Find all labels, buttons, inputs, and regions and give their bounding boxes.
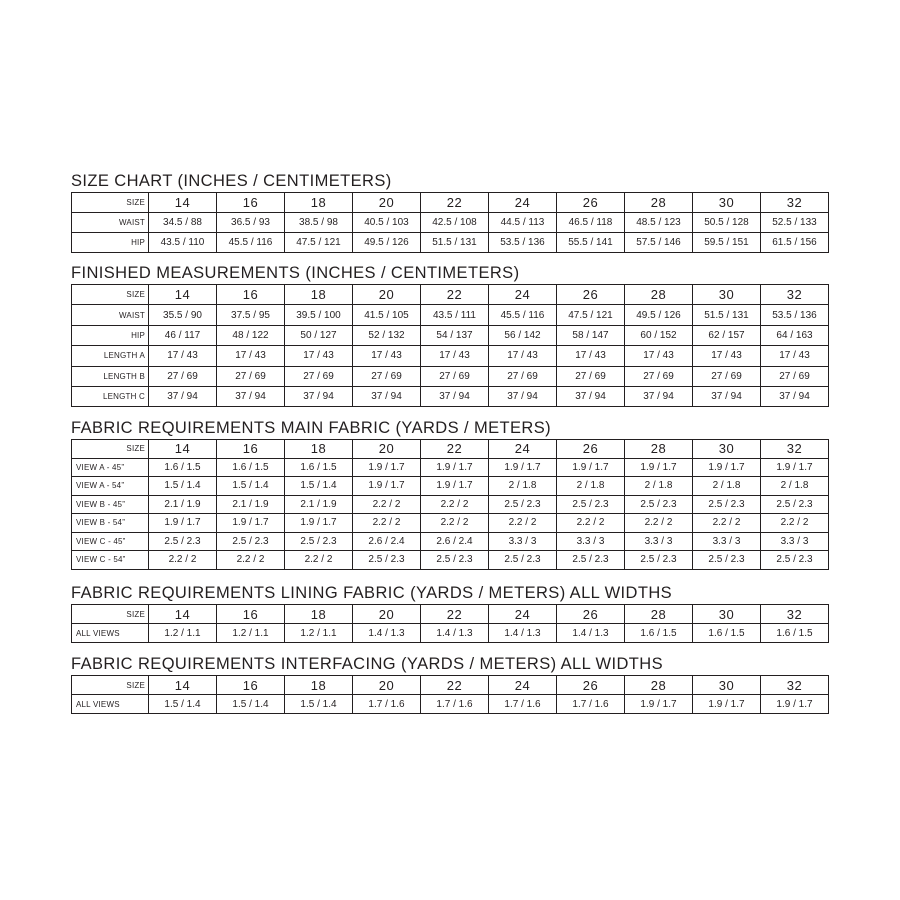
table-cell: 2.2 / 2 [693,514,761,533]
table-cell: 2.5 / 2.3 [217,532,285,551]
table-cell: 27 / 69 [217,366,285,386]
size-header-cell: 18 [285,440,353,459]
row-label: WAIST [72,213,149,233]
table-cell: 17 / 43 [353,346,421,366]
row-label: VIEW A - 54” [72,477,149,496]
table-cell: 1.9 / 1.7 [149,514,217,533]
table-cell: 2.2 / 2 [217,551,285,570]
table-cell: 3.3 / 3 [693,532,761,551]
size-header-cell: 18 [285,676,353,695]
size-header-row [72,440,829,459]
table-cell: 45.5 / 116 [489,305,557,325]
interfacing-table [71,675,829,714]
finished-measurements-title: FINISHED MEASUREMENTS (INCHES / CENTIMETERS) [71,264,520,282]
table-cell: 41.5 / 105 [353,305,421,325]
table-cell: 2.2 / 2 [489,514,557,533]
table-cell: 1.4 / 1.3 [421,624,489,643]
table-cell: 51.5 / 131 [693,305,761,325]
size-header-cell: 24 [489,605,557,624]
table-cell: 52.5 / 133 [761,213,829,233]
table-cell: 17 / 43 [421,346,489,366]
table-cell: 27 / 69 [421,366,489,386]
table-cell: 17 / 43 [761,346,829,366]
size-label: SIZE [72,440,149,459]
size-header-cell: 14 [149,285,217,305]
table-cell: 1.9 / 1.7 [489,458,557,477]
size-header-cell: 18 [285,193,353,213]
row-label: WAIST [72,305,149,325]
table-cell: 1.9 / 1.7 [353,458,421,477]
table-cell: 1.4 / 1.3 [489,624,557,643]
table-cell: 2.5 / 2.3 [557,551,625,570]
interfacing-section [71,655,828,714]
row-label: ALL VIEWS [72,695,149,714]
table-cell: 42.5 / 108 [421,213,489,233]
size-header-cell: 22 [421,193,489,213]
table-cell: 57.5 / 146 [625,233,693,253]
table-cell: 1.4 / 1.3 [353,624,421,643]
table-cell: 1.5 / 1.4 [285,695,353,714]
size-label: SIZE [72,605,149,624]
table-cell: 46 / 117 [149,325,217,345]
row-label: HIP [72,233,149,253]
table-row [72,695,829,714]
table-cell: 2.5 / 2.3 [149,532,217,551]
table-cell: 47.5 / 121 [285,233,353,253]
size-header-cell: 32 [761,285,829,305]
table-cell: 45.5 / 116 [217,233,285,253]
size-header-cell: 14 [149,676,217,695]
size-header-cell: 26 [557,440,625,459]
table-cell: 2.5 / 2.3 [693,551,761,570]
table-row [72,551,829,570]
table-row [72,233,829,253]
size-header-cell: 14 [149,440,217,459]
size-header-cell: 14 [149,193,217,213]
table-cell: 1.2 / 1.1 [217,624,285,643]
size-header-cell: 28 [625,285,693,305]
size-header-cell: 28 [625,605,693,624]
table-cell: 37 / 94 [557,386,625,406]
table-cell: 2.5 / 2.3 [489,551,557,570]
table-cell: 2.2 / 2 [557,514,625,533]
table-cell: 53.5 / 136 [489,233,557,253]
row-label: VIEW B - 45” [72,495,149,514]
table-cell: 2.1 / 1.9 [149,495,217,514]
table-cell: 1.2 / 1.1 [285,624,353,643]
size-header-cell: 18 [285,285,353,305]
size-header-cell: 16 [217,193,285,213]
interfacing-title: FABRIC REQUIREMENTS INTERFACING (YARDS / METERS) ALL WIDTHS [71,655,663,673]
size-header-cell: 20 [353,605,421,624]
table-row [72,477,829,496]
table-cell: 3.3 / 3 [557,532,625,551]
table-cell: 1.9 / 1.7 [353,477,421,496]
table-cell: 1.9 / 1.7 [217,514,285,533]
main-fabric-title: FABRIC REQUIREMENTS MAIN FABRIC (YARDS / METERS) [71,419,552,437]
table-cell: 44.5 / 113 [489,213,557,233]
table-cell: 37 / 94 [489,386,557,406]
table-cell: 38.5 / 98 [285,213,353,233]
table-cell: 2.2 / 2 [421,514,489,533]
table-cell: 1.6 / 1.5 [217,458,285,477]
size-header-cell: 20 [353,676,421,695]
table-row [72,305,829,325]
finished-measurements-section [71,264,828,407]
table-cell: 53.5 / 136 [761,305,829,325]
size-header-cell: 30 [693,440,761,459]
table-cell: 35.5 / 90 [149,305,217,325]
table-cell: 1.9 / 1.7 [625,458,693,477]
table-cell: 1.5 / 1.4 [217,695,285,714]
table-cell: 1.9 / 1.7 [557,458,625,477]
table-row [72,458,829,477]
size-label: SIZE [72,676,149,695]
table-cell: 50.5 / 128 [693,213,761,233]
size-header-cell: 28 [625,440,693,459]
table-row [72,386,829,406]
table-cell: 2.2 / 2 [761,514,829,533]
table-cell: 46.5 / 118 [557,213,625,233]
table-cell: 2.5 / 2.3 [761,495,829,514]
table-cell: 37 / 94 [693,386,761,406]
table-cell: 3.3 / 3 [761,532,829,551]
size-header-row [72,193,829,213]
table-cell: 1.9 / 1.7 [625,695,693,714]
table-cell: 17 / 43 [149,346,217,366]
finished-measurements-table [71,284,829,407]
table-cell: 2.1 / 1.9 [285,495,353,514]
table-cell: 2 / 1.8 [489,477,557,496]
table-cell: 2.5 / 2.3 [557,495,625,514]
size-header-cell: 24 [489,285,557,305]
table-row [72,325,829,345]
table-cell: 1.5 / 1.4 [217,477,285,496]
size-header-cell: 14 [149,605,217,624]
size-header-cell: 16 [217,440,285,459]
table-cell: 17 / 43 [489,346,557,366]
table-cell: 52 / 132 [353,325,421,345]
table-cell: 37 / 94 [421,386,489,406]
table-cell: 2.1 / 1.9 [217,495,285,514]
size-header-cell: 26 [557,193,625,213]
size-header-cell: 32 [761,440,829,459]
table-row [72,495,829,514]
size-header-cell: 22 [421,440,489,459]
table-cell: 2.5 / 2.3 [761,551,829,570]
table-cell: 64 / 163 [761,325,829,345]
table-cell: 17 / 43 [693,346,761,366]
table-cell: 1.7 / 1.6 [489,695,557,714]
size-header-cell: 24 [489,440,557,459]
table-cell: 1.7 / 1.6 [353,695,421,714]
size-header-cell: 32 [761,676,829,695]
table-cell: 48 / 122 [217,325,285,345]
table-row [72,624,829,643]
table-cell: 27 / 69 [693,366,761,386]
table-cell: 47.5 / 121 [557,305,625,325]
table-cell: 37 / 94 [285,386,353,406]
table-cell: 49.5 / 126 [625,305,693,325]
table-cell: 1.5 / 1.4 [149,695,217,714]
table-cell: 37 / 94 [761,386,829,406]
table-cell: 61.5 / 156 [761,233,829,253]
size-header-cell: 26 [557,285,625,305]
row-label: VIEW C - 45” [72,532,149,551]
size-header-row [72,676,829,695]
size-chart-section [71,172,828,253]
table-cell: 1.9 / 1.7 [761,458,829,477]
size-header-cell: 16 [217,605,285,624]
size-header-cell: 20 [353,193,421,213]
table-cell: 1.6 / 1.5 [149,458,217,477]
size-header-cell: 26 [557,676,625,695]
table-cell: 17 / 43 [625,346,693,366]
main-fabric-table [71,439,829,570]
table-cell: 17 / 43 [217,346,285,366]
size-label: SIZE [72,285,149,305]
size-chart-title: SIZE CHART (INCHES / CENTIMETERS) [71,172,392,190]
table-cell: 17 / 43 [285,346,353,366]
table-cell: 50 / 127 [285,325,353,345]
table-cell: 2.5 / 2.3 [625,495,693,514]
row-label: ALL VIEWS [72,624,149,643]
table-cell: 27 / 69 [761,366,829,386]
size-header-cell: 30 [693,605,761,624]
table-cell: 37 / 94 [353,386,421,406]
main-fabric-section [71,419,828,570]
table-cell: 48.5 / 123 [625,213,693,233]
size-header-cell: 20 [353,285,421,305]
table-cell: 40.5 / 103 [353,213,421,233]
table-cell: 1.9 / 1.7 [761,695,829,714]
table-cell: 36.5 / 93 [217,213,285,233]
size-header-row [72,285,829,305]
size-header-cell: 26 [557,605,625,624]
table-row [72,514,829,533]
table-cell: 37 / 94 [217,386,285,406]
table-cell: 37 / 94 [149,386,217,406]
table-cell: 1.4 / 1.3 [557,624,625,643]
row-label: LENGTH A [72,346,149,366]
size-header-cell: 24 [489,676,557,695]
table-cell: 34.5 / 88 [149,213,217,233]
table-cell: 27 / 69 [557,366,625,386]
table-cell: 2.2 / 2 [353,514,421,533]
table-cell: 62 / 157 [693,325,761,345]
lining-fabric-title: FABRIC REQUIREMENTS LINING FABRIC (YARDS / METERS) ALL WIDTHS [71,584,673,602]
row-label: LENGTH B [72,366,149,386]
size-header-cell: 30 [693,676,761,695]
row-label: LENGTH C [72,386,149,406]
table-row [72,346,829,366]
size-header-cell: 32 [761,605,829,624]
table-cell: 2.6 / 2.4 [353,532,421,551]
table-cell: 2.5 / 2.3 [285,532,353,551]
table-cell: 1.6 / 1.5 [693,624,761,643]
row-label: HIP [72,325,149,345]
table-cell: 2.2 / 2 [285,551,353,570]
row-label: VIEW C - 54” [72,551,149,570]
table-cell: 27 / 69 [353,366,421,386]
table-cell: 43.5 / 110 [149,233,217,253]
table-cell: 1.6 / 1.5 [761,624,829,643]
size-header-cell: 30 [693,285,761,305]
table-cell: 51.5 / 131 [421,233,489,253]
table-cell: 1.6 / 1.5 [285,458,353,477]
table-cell: 2.2 / 2 [625,514,693,533]
table-cell: 2.2 / 2 [421,495,489,514]
table-cell: 2.2 / 2 [149,551,217,570]
table-cell: 2.5 / 2.3 [693,495,761,514]
size-header-row [72,605,829,624]
lining-fabric-section [71,584,828,643]
table-cell: 37 / 94 [625,386,693,406]
table-row [72,213,829,233]
size-header-cell: 22 [421,676,489,695]
table-row [72,532,829,551]
table-cell: 2.5 / 2.3 [421,551,489,570]
table-cell: 59.5 / 151 [693,233,761,253]
table-cell: 27 / 69 [625,366,693,386]
table-cell: 43.5 / 111 [421,305,489,325]
size-chart-table [71,192,829,253]
table-cell: 1.9 / 1.7 [421,477,489,496]
table-cell: 2 / 1.8 [557,477,625,496]
table-cell: 2.5 / 2.3 [489,495,557,514]
table-cell: 27 / 69 [285,366,353,386]
size-label: SIZE [72,193,149,213]
size-header-cell: 18 [285,605,353,624]
table-cell: 54 / 137 [421,325,489,345]
table-row [72,366,829,386]
table-cell: 1.5 / 1.4 [149,477,217,496]
size-header-cell: 16 [217,676,285,695]
size-header-cell: 22 [421,285,489,305]
table-cell: 1.9 / 1.7 [421,458,489,477]
table-cell: 1.6 / 1.5 [625,624,693,643]
table-cell: 37.5 / 95 [217,305,285,325]
table-cell: 58 / 147 [557,325,625,345]
table-cell: 2 / 1.8 [761,477,829,496]
table-cell: 2.5 / 2.3 [353,551,421,570]
table-cell: 1.9 / 1.7 [285,514,353,533]
size-header-cell: 22 [421,605,489,624]
table-cell: 2.6 / 2.4 [421,532,489,551]
table-cell: 3.3 / 3 [489,532,557,551]
table-cell: 2.2 / 2 [353,495,421,514]
table-cell: 2 / 1.8 [625,477,693,496]
size-header-cell: 28 [625,193,693,213]
table-cell: 1.5 / 1.4 [285,477,353,496]
table-cell: 49.5 / 126 [353,233,421,253]
table-cell: 2 / 1.8 [693,477,761,496]
row-label: VIEW B - 54” [72,514,149,533]
table-cell: 60 / 152 [625,325,693,345]
table-cell: 1.9 / 1.7 [693,458,761,477]
table-cell: 55.5 / 141 [557,233,625,253]
size-header-cell: 16 [217,285,285,305]
table-cell: 1.7 / 1.6 [557,695,625,714]
table-cell: 27 / 69 [149,366,217,386]
table-cell: 56 / 142 [489,325,557,345]
size-header-cell: 32 [761,193,829,213]
lining-fabric-table [71,604,829,643]
table-cell: 27 / 69 [489,366,557,386]
size-header-cell: 28 [625,676,693,695]
table-cell: 1.2 / 1.1 [149,624,217,643]
size-header-cell: 30 [693,193,761,213]
size-header-cell: 20 [353,440,421,459]
table-cell: 39.5 / 100 [285,305,353,325]
table-cell: 3.3 / 3 [625,532,693,551]
size-header-cell: 24 [489,193,557,213]
table-cell: 1.7 / 1.6 [421,695,489,714]
table-cell: 2.5 / 2.3 [625,551,693,570]
row-label: VIEW A - 45” [72,458,149,477]
table-cell: 17 / 43 [557,346,625,366]
table-cell: 1.9 / 1.7 [693,695,761,714]
